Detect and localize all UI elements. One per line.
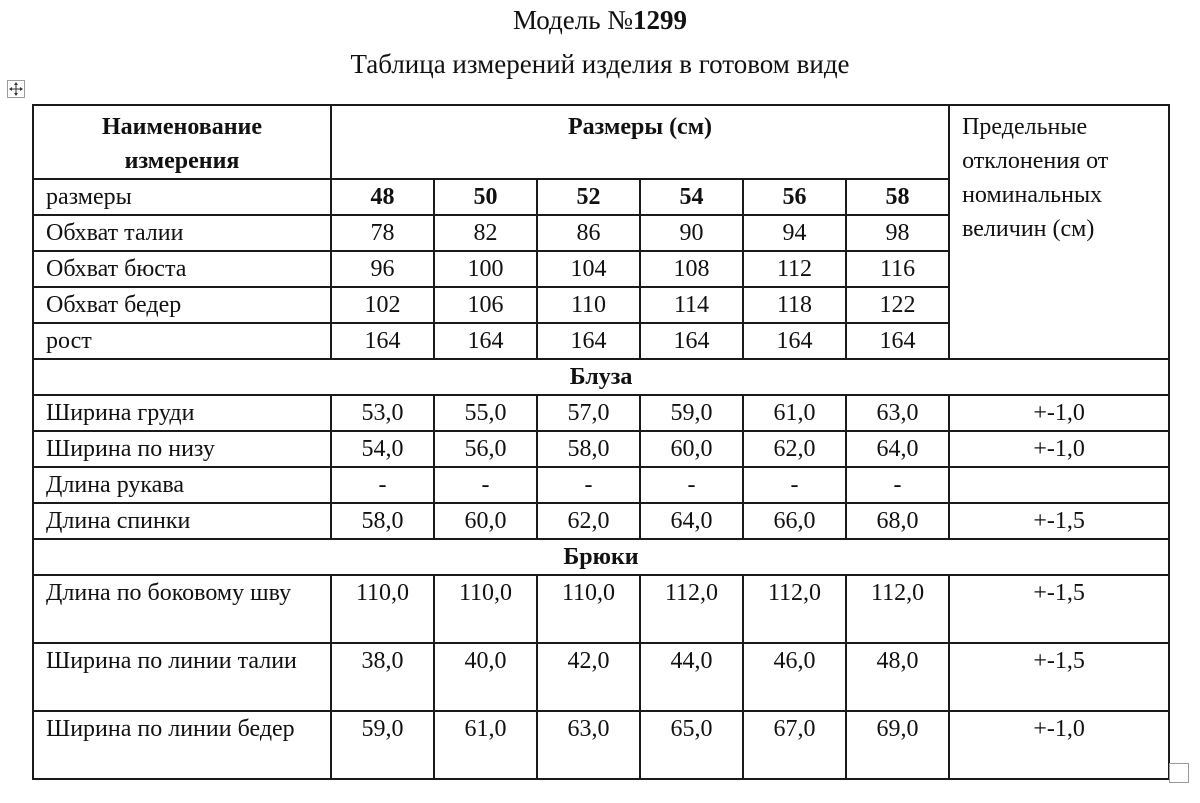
value-cell: 100 bbox=[434, 251, 537, 287]
size-cell: 50 bbox=[434, 179, 537, 215]
value-cell: 164 bbox=[434, 323, 537, 359]
row-label: Обхват бюста bbox=[33, 251, 331, 287]
section-title: Блуза bbox=[33, 359, 1169, 395]
value-cell: - bbox=[743, 467, 846, 503]
value-cell: 110 bbox=[537, 287, 640, 323]
table-row bbox=[33, 711, 1169, 779]
header-measurement-name: Наименование измерения bbox=[33, 105, 331, 179]
table-row bbox=[33, 643, 1169, 711]
value-cell: 96 bbox=[331, 251, 434, 287]
value-cell: 58,0 bbox=[331, 503, 434, 539]
value-cell: 102 bbox=[331, 287, 434, 323]
value-cell: 60,0 bbox=[434, 503, 537, 539]
tolerance-cell: +-1,5 bbox=[949, 503, 1169, 539]
value-cell: 86 bbox=[537, 215, 640, 251]
document-title bbox=[0, 2, 1200, 38]
table-row bbox=[33, 467, 1169, 503]
value-cell: 63,0 bbox=[537, 711, 640, 779]
row-label: рост bbox=[33, 323, 331, 359]
value-cell: 63,0 bbox=[846, 395, 949, 431]
value-cell: 38,0 bbox=[331, 643, 434, 711]
section-title: Брюки bbox=[33, 539, 1169, 575]
value-cell: - bbox=[537, 467, 640, 503]
table-row bbox=[33, 575, 1169, 643]
value-cell: 110,0 bbox=[331, 575, 434, 643]
table-row bbox=[33, 431, 1169, 467]
value-cell: 58,0 bbox=[537, 431, 640, 467]
value-cell: 118 bbox=[743, 287, 846, 323]
value-cell: 90 bbox=[640, 215, 743, 251]
value-cell: 53,0 bbox=[331, 395, 434, 431]
header-row bbox=[33, 105, 1169, 179]
value-cell: 65,0 bbox=[640, 711, 743, 779]
value-cell: 44,0 bbox=[640, 643, 743, 711]
value-cell: 66,0 bbox=[743, 503, 846, 539]
value-cell: 114 bbox=[640, 287, 743, 323]
size-row-label: размеры bbox=[33, 179, 331, 215]
tolerance-cell: +-1,0 bbox=[949, 711, 1169, 779]
value-cell: 60,0 bbox=[640, 431, 743, 467]
row-label: Ширина груди bbox=[33, 395, 331, 431]
value-cell: 104 bbox=[537, 251, 640, 287]
value-cell: 82 bbox=[434, 215, 537, 251]
tolerance-cell: +-1,5 bbox=[949, 575, 1169, 643]
size-cell: 48 bbox=[331, 179, 434, 215]
value-cell: 48,0 bbox=[846, 643, 949, 711]
measurement-table bbox=[32, 104, 1170, 780]
size-cell: 58 bbox=[846, 179, 949, 215]
tolerance-cell: +-1,0 bbox=[949, 395, 1169, 431]
value-cell: 164 bbox=[331, 323, 434, 359]
value-cell: 98 bbox=[846, 215, 949, 251]
table-row bbox=[33, 503, 1169, 539]
model-number: 1299 bbox=[633, 5, 688, 35]
row-label: Длина рукава bbox=[33, 467, 331, 503]
value-cell: - bbox=[846, 467, 949, 503]
value-cell: 78 bbox=[331, 215, 434, 251]
size-cell: 54 bbox=[640, 179, 743, 215]
value-cell: 59,0 bbox=[331, 711, 434, 779]
model-prefix: Модель № bbox=[512, 5, 634, 35]
value-cell: 67,0 bbox=[743, 711, 846, 779]
value-cell: 122 bbox=[846, 287, 949, 323]
section-header-row bbox=[33, 539, 1169, 575]
tolerance-cell: +-1,0 bbox=[949, 431, 1169, 467]
value-cell: 164 bbox=[537, 323, 640, 359]
value-cell: 57,0 bbox=[537, 395, 640, 431]
value-cell: 112,0 bbox=[846, 575, 949, 643]
value-cell: 61,0 bbox=[743, 395, 846, 431]
value-cell: - bbox=[434, 467, 537, 503]
size-cell: 52 bbox=[537, 179, 640, 215]
row-label: Длина спинки bbox=[33, 503, 331, 539]
row-label: Ширина по низу bbox=[33, 431, 331, 467]
value-cell: 108 bbox=[640, 251, 743, 287]
value-cell: 164 bbox=[846, 323, 949, 359]
tolerance-cell bbox=[949, 467, 1169, 503]
value-cell: 116 bbox=[846, 251, 949, 287]
value-cell: 112,0 bbox=[640, 575, 743, 643]
value-cell: 112 bbox=[743, 251, 846, 287]
value-cell: 62,0 bbox=[743, 431, 846, 467]
table-move-handle-icon[interactable] bbox=[7, 80, 25, 98]
value-cell: 69,0 bbox=[846, 711, 949, 779]
value-cell: 112,0 bbox=[743, 575, 846, 643]
value-cell: 42,0 bbox=[537, 643, 640, 711]
row-label: Ширина по линии талии bbox=[33, 643, 331, 711]
header-sizes: Размеры (см) bbox=[331, 105, 949, 179]
section-header-row bbox=[33, 359, 1169, 395]
value-cell: 61,0 bbox=[434, 711, 537, 779]
row-label: Ширина по линии бедер bbox=[33, 711, 331, 779]
value-cell: 62,0 bbox=[537, 503, 640, 539]
value-cell: 59,0 bbox=[640, 395, 743, 431]
value-cell: 94 bbox=[743, 215, 846, 251]
value-cell: 106 bbox=[434, 287, 537, 323]
value-cell: 64,0 bbox=[846, 431, 949, 467]
size-cell: 56 bbox=[743, 179, 846, 215]
value-cell: 54,0 bbox=[331, 431, 434, 467]
value-cell: 164 bbox=[743, 323, 846, 359]
table-row bbox=[33, 395, 1169, 431]
value-cell: 40,0 bbox=[434, 643, 537, 711]
value-cell: - bbox=[331, 467, 434, 503]
row-label: Длина по боковому шву bbox=[33, 575, 331, 643]
table-resize-handle-icon[interactable] bbox=[1169, 763, 1189, 783]
value-cell: 56,0 bbox=[434, 431, 537, 467]
value-cell: 110,0 bbox=[434, 575, 537, 643]
value-cell: 110,0 bbox=[537, 575, 640, 643]
value-cell: 68,0 bbox=[846, 503, 949, 539]
value-cell: 164 bbox=[640, 323, 743, 359]
header-tolerance: Предельные отклонения от номинальных величин (см) bbox=[949, 105, 1169, 359]
value-cell: 46,0 bbox=[743, 643, 846, 711]
value-cell: - bbox=[640, 467, 743, 503]
value-cell: 64,0 bbox=[640, 503, 743, 539]
tolerance-cell: +-1,5 bbox=[949, 643, 1169, 711]
value-cell: 55,0 bbox=[434, 395, 537, 431]
row-label: Обхват талии bbox=[33, 215, 331, 251]
row-label: Обхват бедер bbox=[33, 287, 331, 323]
document-subtitle: Таблица измерений изделия в готовом виде bbox=[350, 49, 850, 79]
